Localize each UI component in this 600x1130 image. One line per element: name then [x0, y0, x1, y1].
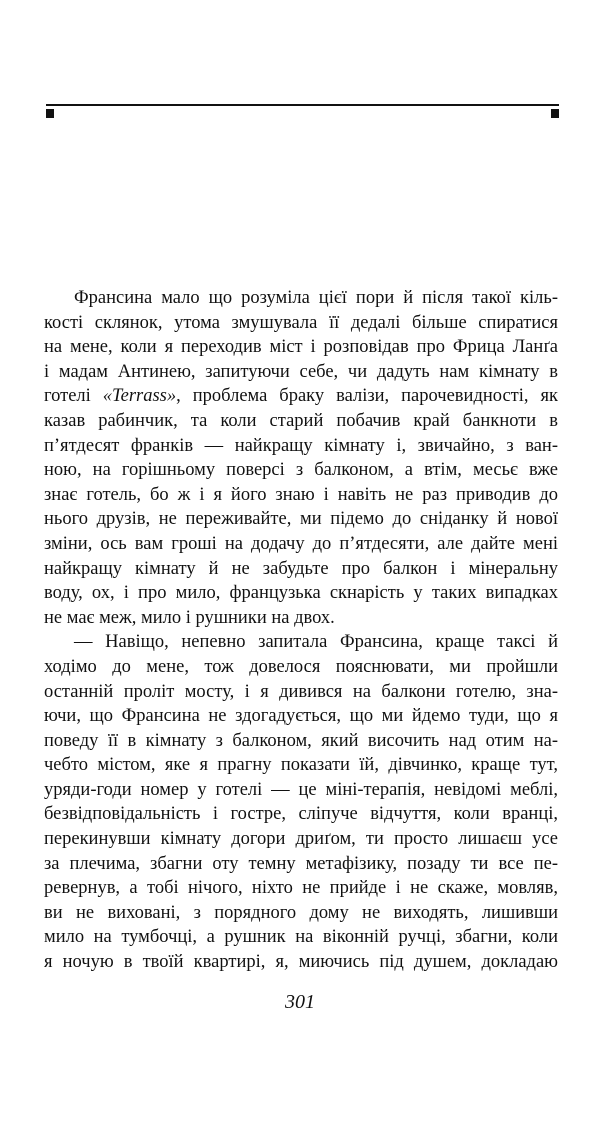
text-line: воду, ох, і про мило, французька скнарість у таких випадках — [44, 583, 558, 604]
text-line: безвідповідальність і гостре, сліпуче відчуття, коли вранці, — [44, 804, 558, 825]
text-line: п’ятдесят франків — найкращу кімнату і, звичайно, з ван- — [44, 435, 558, 456]
text-line: знає готель, бо ж і я його знаю і навіть не раз приводив до — [44, 484, 558, 505]
text-line: ходімо до мене, тож довелося пояснювати, ми пройшли — [44, 656, 558, 677]
text-line: зміни, ось вам гроші на додачу до п’ятдесяти, але дайте мені — [44, 533, 558, 554]
text-line: перекинувши кімнату догори дриґом, ти просто лишаєш усе — [44, 829, 558, 850]
text-line: ною, на горішньому поверсі з балконом, а втім, месьє вже — [44, 460, 558, 481]
text-line: ви не виховані, з порядного дому не виходять, лишивши — [44, 902, 558, 923]
header-rule — [46, 104, 559, 106]
text-line: кості склянок, утома змушувала її дедалі більше спиратися — [44, 312, 558, 333]
text-line: останній проліт мосту, і я дивився на балкони готелю, зна- — [44, 681, 558, 702]
text-line: — Навіщо, непевно запитала Франсина, краще таксі й — [74, 632, 558, 653]
text-line: уряди-годи номер у готелі — це міні-терапія, невідомі меблі, — [44, 779, 558, 800]
text-line: не має меж, мило і рушники на двох. — [44, 607, 335, 628]
text-line: ревернув, а тобі нічого, ніхто не прийде і не скаже, мовляв, — [44, 878, 558, 899]
text-line: нього друзів, не переживайте, ми підемо до сніданку й нової — [44, 509, 558, 530]
header-square-left — [46, 109, 54, 118]
header-square-right — [551, 109, 559, 118]
text-line: казав рабинчик, та коли старий побачив край банкноти в — [44, 410, 558, 431]
page-number: 301 — [285, 991, 315, 1013]
text-line: я ночую в твоїй квартирі, я, миючись під душем, докладаю — [44, 952, 558, 973]
text-line: готелі «Terrass», проблема браку валізи, парочевидності, як — [44, 386, 558, 407]
text-line: Франсина мало що розуміла цієї пори й після такої кіль- — [74, 288, 558, 308]
text-line: мило на тумбочці, а рушник на віконній ручці, збагни, коли — [44, 927, 558, 948]
text-line: на мене, коли я переходив міст і розповідав про Фрица Ланґа — [44, 337, 558, 358]
text-line: і мадам Антинею, запитуючи себе, чи дадуть нам кімнату в — [44, 361, 558, 382]
text-line: за плечима, збагни оту темну метафізику, позаду ти все пе- — [44, 853, 558, 874]
text-line: найкращу кімнату й не забудьте про балкон і мінеральну — [44, 558, 558, 579]
page-body-text — [44, 286, 558, 975]
text-line: чебто містом, яке я прагну показати їй, дівчинко, краще тут, — [44, 755, 558, 776]
text-line: поведу її в кімнату з балконом, який височить над отим на- — [44, 730, 558, 751]
text-line: ючи, що Франсина не здогадується, що ми йдемо туди, що я — [44, 706, 558, 727]
